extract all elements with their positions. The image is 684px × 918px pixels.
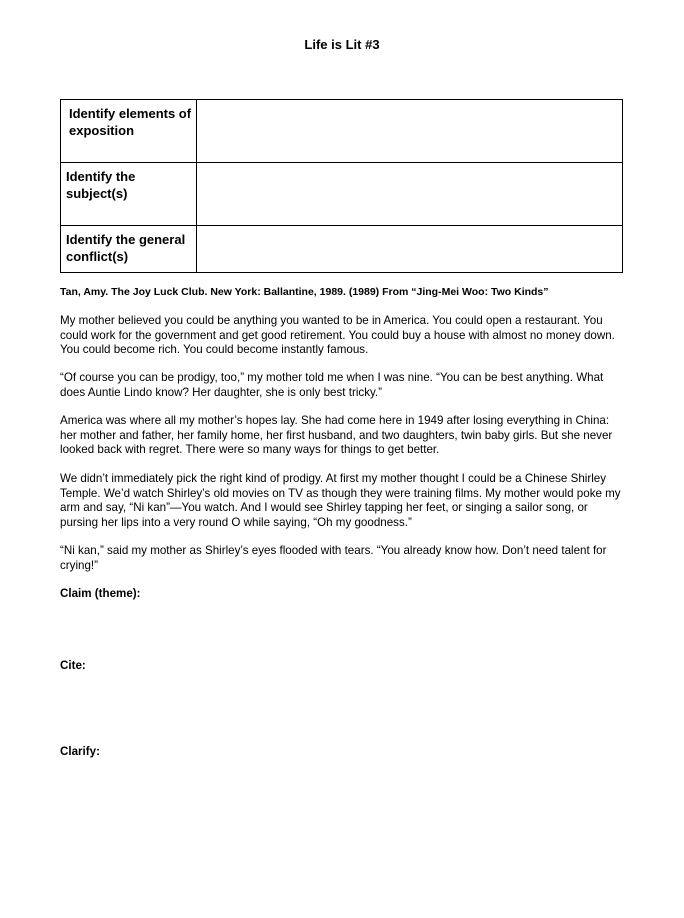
- exposition-label: Identify elements of exposition: [61, 100, 197, 163]
- passage-paragraph: America was where all my mother’s hopes lay. She had come here in 1949 after losing everything in China: her mother and father, her family home, her first husband, and two daughters, twin baby girls. But she never looked back with regret. There were so many ways for things to get better.: [60, 414, 613, 457]
- passage-paragraph: My mother believed you could be anything you wanted to be in America. You could open a restaurant. You could work for the government and get good retirement. You could buy a house with almost no money down. You could become rich. You could become instantly famous.: [60, 314, 615, 357]
- cite-answer-area[interactable]: [60, 675, 625, 739]
- passage-paragraph: We didn’t immediately pick the right kind of prodigy. At first my mother thought I could be a Chinese Shirley Temple. We’d watch Shirley’s old movies on TV as though they were training films. My mother would poke my arm and say, “Ni kan”—You watch. And I would see Shirley tapping her feet, or singing a sailor song, or pursing her lips into a very round O while saying, “Oh my goodness.”: [60, 472, 621, 529]
- clarify-label: Clarify:: [60, 745, 100, 758]
- subject-answer-cell[interactable]: [197, 163, 623, 226]
- table-row: [61, 226, 623, 273]
- page-title: Life is Lit #3: [304, 37, 380, 52]
- conflict-label: Identify the general conflict(s): [61, 226, 197, 273]
- exposition-table: [60, 99, 623, 273]
- source-citation: Tan, Amy. The Joy Luck Club. New York: Ballantine, 1989. (1989) From “Jing-Mei Woo: Two Kinds”: [60, 286, 549, 298]
- exposition-answer-cell[interactable]: [197, 100, 623, 163]
- passage-paragraph: “Of course you can be prodigy, too,” my mother told me when I was nine. “You can be best anything. What does Auntie Lindo know? Her daughter, she is only best tricky.”: [60, 371, 604, 399]
- subject-label: Identify the subject(s): [61, 163, 197, 226]
- claim-label: Claim (theme):: [60, 587, 141, 600]
- table-row: [61, 100, 623, 163]
- table-row: [61, 163, 623, 226]
- conflict-answer-cell[interactable]: [197, 226, 623, 273]
- claim-answer-area[interactable]: [60, 603, 625, 653]
- cite-label: Cite:: [60, 659, 86, 672]
- passage-paragraph: “Ni kan,” said my mother as Shirley’s eyes flooded with tears. “You already know how. Don’t need talent for crying!”: [60, 544, 607, 572]
- clarify-answer-area[interactable]: [60, 761, 625, 891]
